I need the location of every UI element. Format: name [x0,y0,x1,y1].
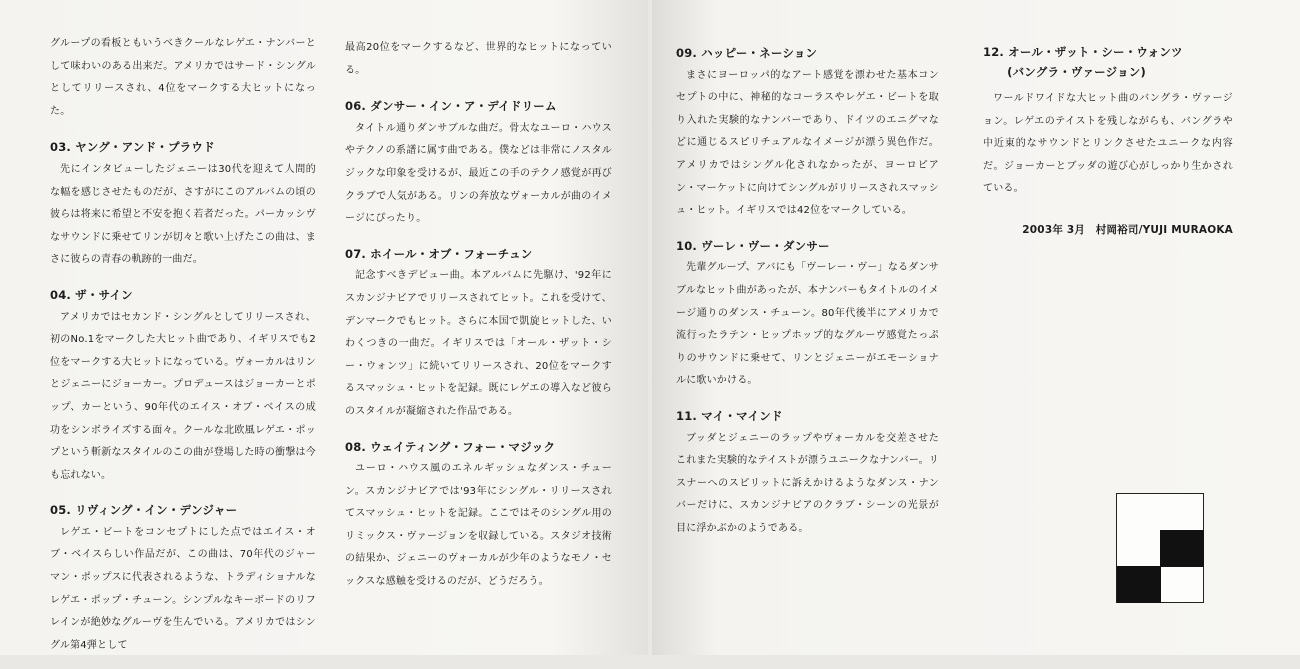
logo-square-bottom-left [1117,566,1161,603]
track-description: 先輩グループ、アバにも「ヴーレー・ヴー」なるダンサブルなヒット曲があったが、本ナンバーもタイトルのイメージ通りのダンス・チューン。80年代後半にアメリカで流行ったラテン・ヒップホップ的なグルーヴ感覚たっぷりのサウンドに乗せて、リンとジェニーがエモーショナルに歌いかける。 [676,262,939,387]
track-entry [676,42,939,223]
track-title [983,42,1233,82]
track-entry [345,436,612,594]
right-column-2 [983,42,1233,242]
logo-square-top-right [1160,530,1204,567]
track-description: 記念すべきデビュー曲。本アルバムに先駆け、'92年にスカンジナビアでリリースされてヒット。これを受けて、デンマークでもヒット。さらに本国で凱旋ヒットした、いわくつきの一曲だ。イギリスでは「オール・ザット・シー・ウォンツ」に続いてリリースされ、20位をマークするスマッシュ・ヒットを記録。既にレゲエの導入など彼らのスタイルが凝縮された作品である。 [345,270,612,417]
track-description: アメリカではセカンド・シングルとしてリリースされ、初のNo.1をマークした大ヒット曲であり、イギリスでも2位をマークする大ヒットになっている。ヴォーカルはリンとジェニーにジョーカー。プロデュースはジョーカーとポップ、カーという、90年代のエイス・オブ・ベイスの成功をシンボライズする面々。クールな北欧風レゲエ・ポップという斬新なスタイルのこの曲が登場した時の衝撃は今も忘れない。 [50,311,316,481]
track-title: 08. ウェイティング・フォー・マジック [345,439,556,454]
track-description: ワールドワイドな大ヒット曲のバングラ・ヴァージョン。レゲエのテイストを残しながらも、バングラや中近東的なサウンドとリンクさせたユニークな内容だ。ジョーカーとブッダの遊び心がしっかり生かされている。 [983,93,1233,195]
continued-text: 最高20位をマークするなど、世界的なヒットになっている。 [345,42,612,76]
track-title: 05. リヴィング・イン・デンジャー [50,503,238,518]
track-description: ブッダとジェニーのラップやヴォーカルを交差させたこれまた実験的なテイストが漂うユニークなナンバー。リスナーへのスピリットに訴えかけるようなダンス・ナンバーだけに、スカンジナビアのクラブ・シーンの光景が目に浮かぶかのようである。 [676,432,939,534]
track-entry [983,42,1233,201]
track-entry [50,284,316,487]
track-entry [345,243,612,424]
track-description: 先にインタビューしたジェニーは30代を迎えて人間的な幅を感じさせたものだが、さすがにこのアルバムの頃の彼らは将来に希望と不安を抱く若者だった。パーカッシヴなサウンドに乗せてリンが切々と歌い上げたこの曲は、まさに彼らの青春の軌跡的一曲だ。 [50,163,316,266]
track-entry [50,499,316,657]
track-description: タイトル通りダンサブルな曲だ。骨太なユーロ・ハウスやテクノの系譜に属す曲である。僕などは非常にノスタルジックな印象を受けるが、最近この手のテクノ感覚が再びクラブで人気がある。リンの奔放なヴォーカルが曲のイメージにぴったり。 [345,122,612,225]
track-entry [676,405,939,541]
track-entry [345,95,612,231]
track-entry [50,136,316,272]
continued-text: グループの看板ともいうべきクールなレゲエ・ナンバーとして味わいのある出来だ。アメリカではサード・シングルとしてリリースされ、4位をマークする大ヒットになった。 [50,38,316,117]
checker-logo [1116,493,1204,603]
writer-credit: 2003年 3月 村岡裕司/YUJI MURAOKA [1022,223,1233,236]
track-entry [676,235,939,393]
track-title-line-2: (バングラ・ヴァージョン) [1007,65,1146,79]
track-title: 09. ハッピー・ネーション [676,46,818,60]
left-page [0,0,648,655]
track-title: 11. マイ・マインド [676,408,783,423]
right-column-1 [676,42,939,552]
track-title: 10. ヴーレ・ヴー・ダンサー [676,238,830,253]
track-description: まさにヨーロッパ的なアート感覚を漂わせた基本コンセプトの中に、神秘的なコーラスやレゲエ・ビートを取り入れた実験的なナンバーであり、ドイツのエニグマなどに通じるスピリチュアルなイメージが漂う異色作だ。アメリカではシングル化されなかったが、ヨーロピアン・マーケットに向けてシングルがリリースされスマッシュ・ヒット。イギリスでは42位をマークしている。 [676,69,939,217]
track-title-line-1: 12. オール・ザット・シー・ウォンツ [983,45,1183,59]
track-title: 07. ホイール・オブ・フォーチュン [345,246,533,261]
left-column-2 [345,37,612,606]
track-title: 03. ヤング・アンド・プラウド [50,140,215,155]
track-title: 06. ダンサー・イン・ア・デイドリーム [345,99,557,114]
track-title: 04. ザ・サイン [50,287,133,302]
track-description: レゲエ・ビートをコンセプトにした点ではエイス・オブ・ベイスらしい作品だが、この曲は、70年代のジャーマン・ポップスに代表されるような、トラディショナルなレゲエ・ポップ・チューン。シンプルなキーボードのリフレインが絶妙なグルーヴを生んでいる。アメリカではシングル第4弾として [50,526,316,651]
left-column-1 [50,33,316,669]
track-description: ユーロ・ハウス風のエネルギッシュなダンス・チューン。スカンジナビアでは'93年にシングル・リリースされてスマッシュ・ヒットを記録。ここではそのシングル用のリミックス・ヴァージョンを収録している。スタジオ技術の結果か、ジェニーのヴォーカルが少年のようなモノ・セックスな感触を受けるのだが、どうだろう。 [345,463,612,588]
